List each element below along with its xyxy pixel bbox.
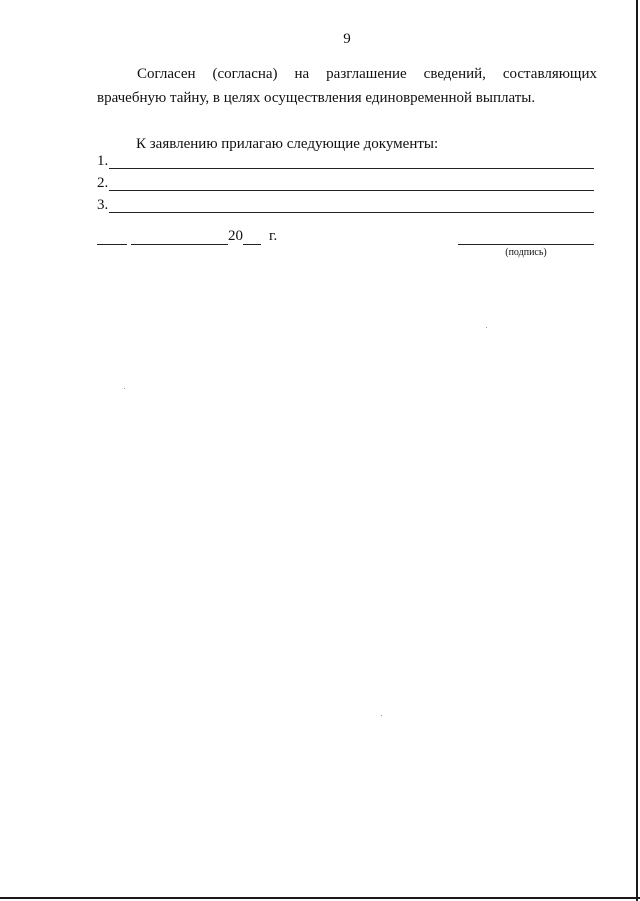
- attachment-number: 2.: [97, 175, 109, 191]
- scan-speck: [381, 715, 382, 716]
- scan-speck: [124, 388, 125, 389]
- attachment-field-2[interactable]: [109, 174, 594, 191]
- date-line: [97, 228, 277, 245]
- scan-border-right: [636, 0, 638, 901]
- attachment-field-1[interactable]: [109, 152, 594, 169]
- consent-line-1: Согласен (согласна) на разглашение сведений, составляющих: [137, 66, 597, 82]
- signature-field[interactable]: [458, 244, 594, 245]
- page-number: 9: [343, 31, 351, 47]
- attachment-number: 3.: [97, 197, 109, 213]
- date-year-prefix: 20: [228, 228, 243, 244]
- scan-speck: [486, 327, 487, 328]
- consent-line-2: врачебную тайну, в целях осуществления единовременной выплаты.: [97, 90, 536, 106]
- attachment-item-2: [97, 173, 594, 191]
- attachment-field-3[interactable]: [109, 196, 594, 213]
- scan-border-bottom: [0, 897, 640, 899]
- date-month-field[interactable]: [131, 230, 228, 245]
- consent-paragraph: [97, 62, 597, 110]
- date-day-field[interactable]: [97, 230, 127, 245]
- attachment-number: 1.: [97, 153, 109, 169]
- attachments-intro: К заявлению прилагаю следующие документы:: [136, 136, 439, 152]
- date-year-suffix: г.: [269, 228, 278, 244]
- attachment-item-1: [97, 151, 594, 169]
- attachment-item-3: [97, 195, 594, 213]
- date-year-field[interactable]: [243, 230, 261, 245]
- signature-caption: (подпись): [505, 247, 547, 258]
